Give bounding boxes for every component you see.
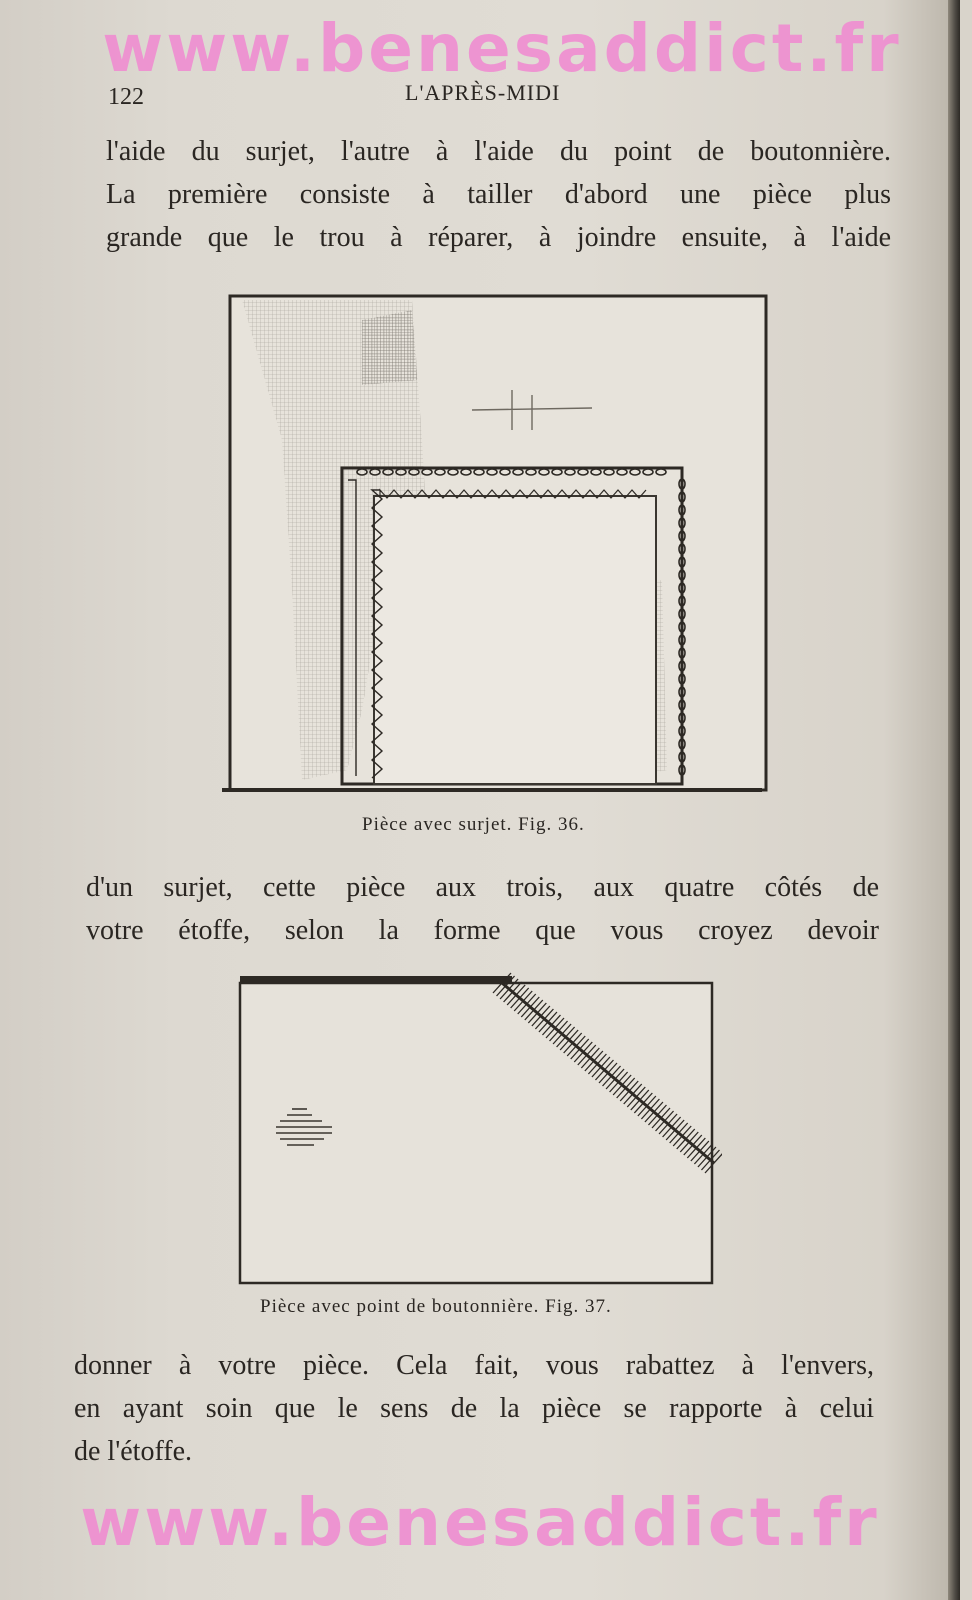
figure-37-caption: Pièce avec point de boutonnière. Fig. 37. xyxy=(260,1296,612,1317)
text-line: en ayant soin que le sens de la pièce se rapporte à celui xyxy=(74,1393,874,1424)
text-line: l'aide du surjet, l'autre à l'aide du point de boutonnière. xyxy=(106,136,891,167)
running-title: L'APRÈS-MIDI xyxy=(405,80,561,105)
text-line: grande que le trou à réparer, à joindre ensuite, à l'aide xyxy=(106,222,891,253)
text-line: d'un surjet, cette pièce aux trois, aux quatre côtés de xyxy=(86,872,879,903)
watermark-bottom: www.benesaddict.fr xyxy=(80,1484,880,1561)
page-number: 122 xyxy=(108,84,144,110)
figure-36-illustration xyxy=(212,290,772,810)
text-line: votre étoffe, selon la forme que vous croyez devoir xyxy=(86,915,879,946)
text-line: donner à votre pièce. Cela fait, vous rabattez à l'envers, xyxy=(74,1350,874,1381)
text-line: de l'étoffe. xyxy=(74,1436,193,1467)
paragraph-2 xyxy=(86,866,879,952)
figure-36-caption: Pièce avec surjet. Fig. 36. xyxy=(362,814,585,835)
paragraph-3 xyxy=(74,1344,874,1473)
text-line: La première consiste à tailler d'abord une pièce plus xyxy=(106,179,891,210)
watermark-top: www.benesaddict.fr xyxy=(102,10,902,87)
book-edge xyxy=(948,0,960,1600)
paragraph-1 xyxy=(106,130,891,259)
figure-37-illustration xyxy=(232,965,722,1290)
